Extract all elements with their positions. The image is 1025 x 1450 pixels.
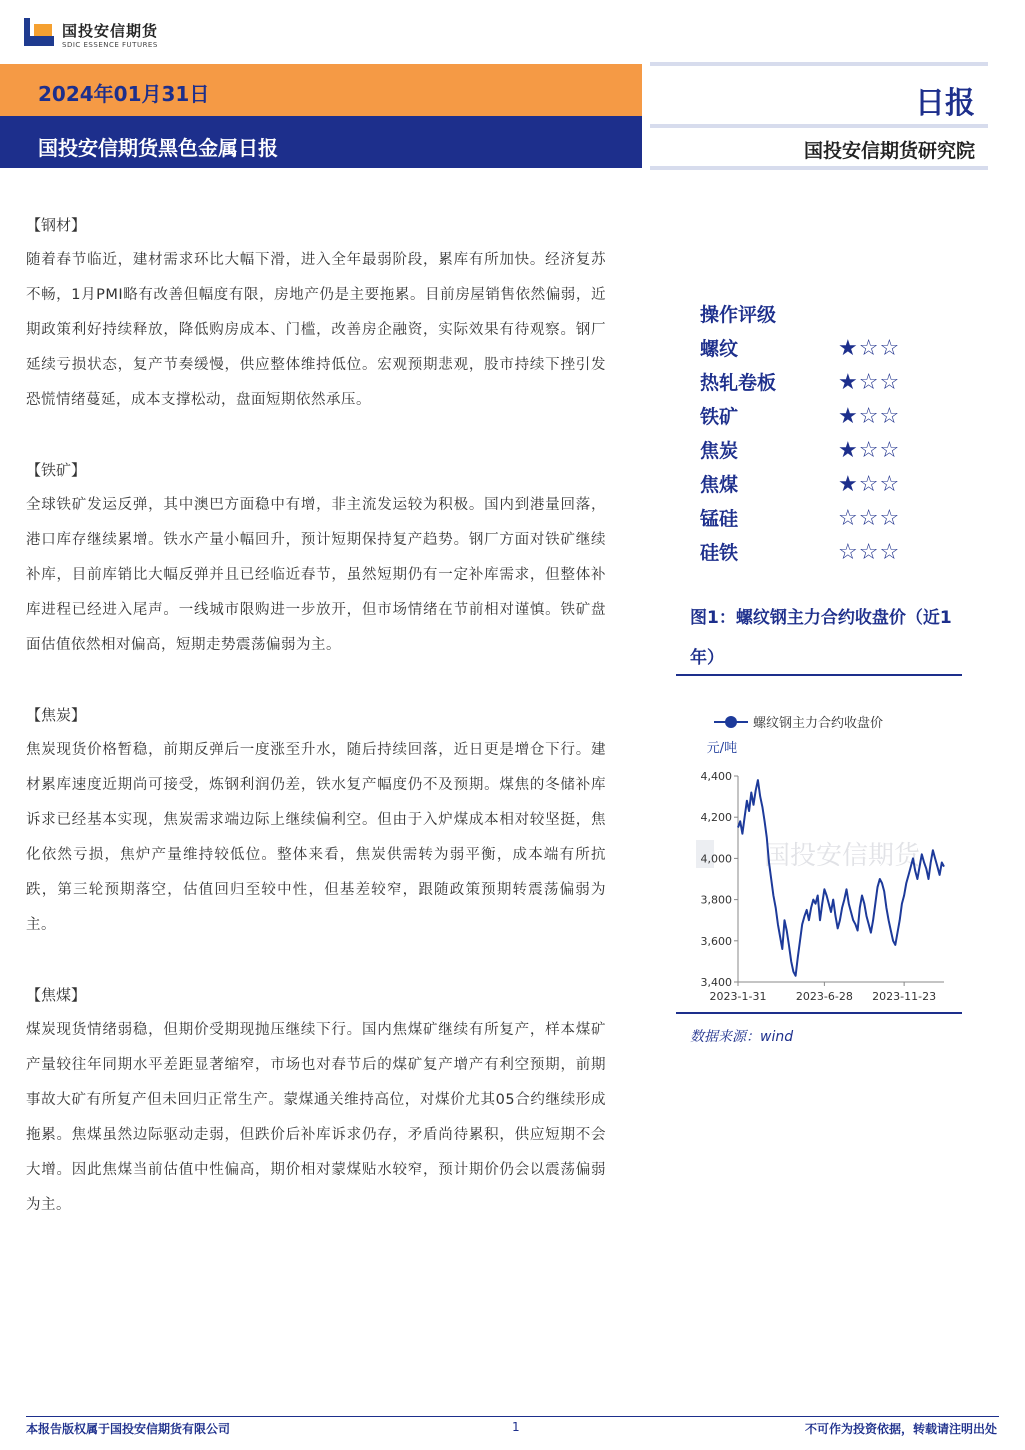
header-rule-bottom: [650, 166, 988, 170]
footer-disclaimer: 不可作为投资依据，转载请注明出处: [804, 1422, 997, 1436]
x-tick-label: 2023-1-31: [709, 990, 767, 1003]
legend-label: 螺纹钢主力合约收盘价: [753, 716, 884, 731]
x-tick-label: 2023-6-28: [795, 990, 853, 1003]
rating-product: 硅铁: [700, 542, 739, 564]
report-date: 2024年01月31日: [38, 82, 210, 106]
footer-rule: [26, 1416, 999, 1417]
section-title: 【焦炭】: [26, 706, 87, 724]
section-body: 全球铁矿发运反弹，其中澳巴方面稳中有增，非主流发运较为积极。国内到港量回落，港口库存继续累增。铁水产量小幅回升，预计短期保持复产趋势。钢厂方面对铁矿继续补库，目前库销比大幅反弹并且已经临近春节，虽然短期仍有一定补库需求，但整体补库进程已经进入尾声。一线城市限购进一步放开，但市场情绪在节前相对谨慎。铁矿盘面估值依然相对偏高，短期走势震荡偏弱为主。: [26, 497, 606, 653]
rating-heading: 操作评级: [700, 304, 777, 326]
page-number: 1: [512, 1420, 520, 1434]
x-axis: [710, 982, 944, 1003]
chart-legend: [714, 715, 883, 731]
section-title: 【铁矿】: [26, 461, 87, 479]
y-tick-label: 4,000: [700, 852, 732, 866]
figure-rule-top: [676, 674, 962, 676]
rating-stars-icon: ★☆☆: [838, 336, 901, 361]
rating-row: [700, 536, 960, 570]
figure-rule-bottom: [676, 1012, 962, 1014]
logo-name-en: SDIC ESSENCE FUTURES: [62, 40, 158, 49]
legend-marker-icon: [725, 716, 737, 728]
x-tick-label: 2023-11-23: [872, 990, 937, 1003]
rating-product: 热轧卷板: [700, 372, 777, 394]
rating-row: [700, 468, 960, 502]
y-tick-label: 3,800: [700, 893, 732, 907]
section-title: 【焦煤】: [26, 986, 87, 1004]
rating-stars-icon: ★☆☆: [838, 404, 901, 429]
figure-title: 图1：螺纹钢主力合约收盘价（近1年）: [690, 608, 952, 668]
rating-product: 焦煤: [700, 474, 739, 496]
logo-name-cn: 国投安信期货: [62, 21, 159, 40]
section-coking-coal: [26, 978, 606, 1223]
y-tick-label: 3,400: [700, 976, 732, 989]
rating-product: 焦炭: [700, 440, 739, 462]
report-title: 国投安信期货黑色金属日报: [38, 136, 278, 160]
rating-stars-icon: ★☆☆: [838, 438, 901, 463]
data-source: 数据来源：wind: [690, 1029, 794, 1045]
rating-panel: [700, 298, 960, 570]
header-rule-top: [650, 62, 988, 66]
footer-copyright: 本报告版权属于国投安信期货有限公司: [26, 1422, 231, 1436]
rating-stars-icon: ★☆☆: [838, 472, 901, 497]
logo-mark-icon: [24, 18, 54, 50]
section-iron-ore: [26, 453, 606, 663]
rebar-price-chart: [676, 700, 962, 1012]
y-tick-label: 3,600: [700, 934, 732, 948]
y-tick-label: 4,400: [700, 770, 732, 783]
header-rule-middle: [650, 124, 988, 128]
company-logo: [24, 16, 158, 52]
rating-product: 锰硅: [700, 508, 739, 530]
rating-row: [700, 400, 960, 434]
rating-stars-icon: ★☆☆: [838, 370, 901, 395]
doc-type-label: 日报: [915, 86, 975, 121]
section-body: 煤炭现货情绪弱稳，但期价受期现抛压继续下行。国内焦煤矿继续有所复产，样本煤矿产量较往年同期水平差距显著缩窄，市场也对春节后的煤矿复产增产有利空预期，前期事故大矿有所复产但未回归正常生产。蒙煤通关维持高位，对煤价尤其05合约继续形成拖累。焦煤虽然边际驱动走弱，但跌价后补库诉求仍存，矛盾尚待累积，供应短期不会大增。因此焦煤当前估值中性偏高，期价相对蒙煤贴水较窄，预计期价仍会以震荡偏弱为主。: [26, 1022, 606, 1213]
section-body: 焦炭现货价格暂稳，前期反弹后一度涨至升水，随后持续回落，近日更是增仓下行。建材累库速度近期尚可接受，炼钢利润仍差，铁水复产幅度仍不及预期。煤焦的冬储补库诉求已经基本实现，焦炭需求端边际上继续偏利空。但由于入炉煤成本相对较坚挺，焦化依然亏损，焦炉产量维持较低位。整体来看，焦炭供需转为弱平衡，成本端有所抗跌，第三轮预期落空，估值回归至较中性，但基差较窄，跟随政策预期转震荡偏弱为主。: [26, 742, 606, 933]
commentary-column: [26, 208, 606, 1223]
rating-row: [700, 366, 960, 400]
plot-area: [738, 780, 944, 976]
section-steel: [26, 208, 606, 418]
y-tick-label: 4,200: [700, 811, 732, 825]
y-axis: [701, 770, 739, 989]
rating-row: [700, 502, 960, 536]
section-coke: [26, 698, 606, 943]
rating-stars-icon: ☆☆☆: [838, 540, 901, 565]
rating-stars-icon: ☆☆☆: [838, 506, 901, 531]
section-title: 【钢材】: [26, 216, 87, 234]
rating-row: [700, 434, 960, 468]
watermark-text: 国投安信期货: [764, 841, 921, 871]
rating-product: 螺纹: [700, 338, 739, 360]
rating-row: [700, 332, 960, 366]
y-axis-unit: 元/吨: [706, 741, 738, 756]
rating-product: 铁矿: [700, 406, 739, 428]
series-line: [738, 780, 944, 976]
section-body: 随着春节临近，建材需求环比大幅下滑，进入全年最弱阶段，累库有所加快。经济复苏不畅，1月PMI略有改善但幅度有限，房地产仍是主要拖累。目前房屋销售依然偏弱，近期政策利好持续释放，降低购房成本、门槛，改善房企融资，实际效果有待观察。钢厂延续亏损状态，复产节奏缓慢，供应整体维持低位。宏观预期悲观，股市持续下挫引发恐慌情绪蔓延，成本支撑松动，盘面短期依然承压。: [26, 252, 606, 408]
institute-name: 国投安信期货研究院: [803, 140, 975, 162]
